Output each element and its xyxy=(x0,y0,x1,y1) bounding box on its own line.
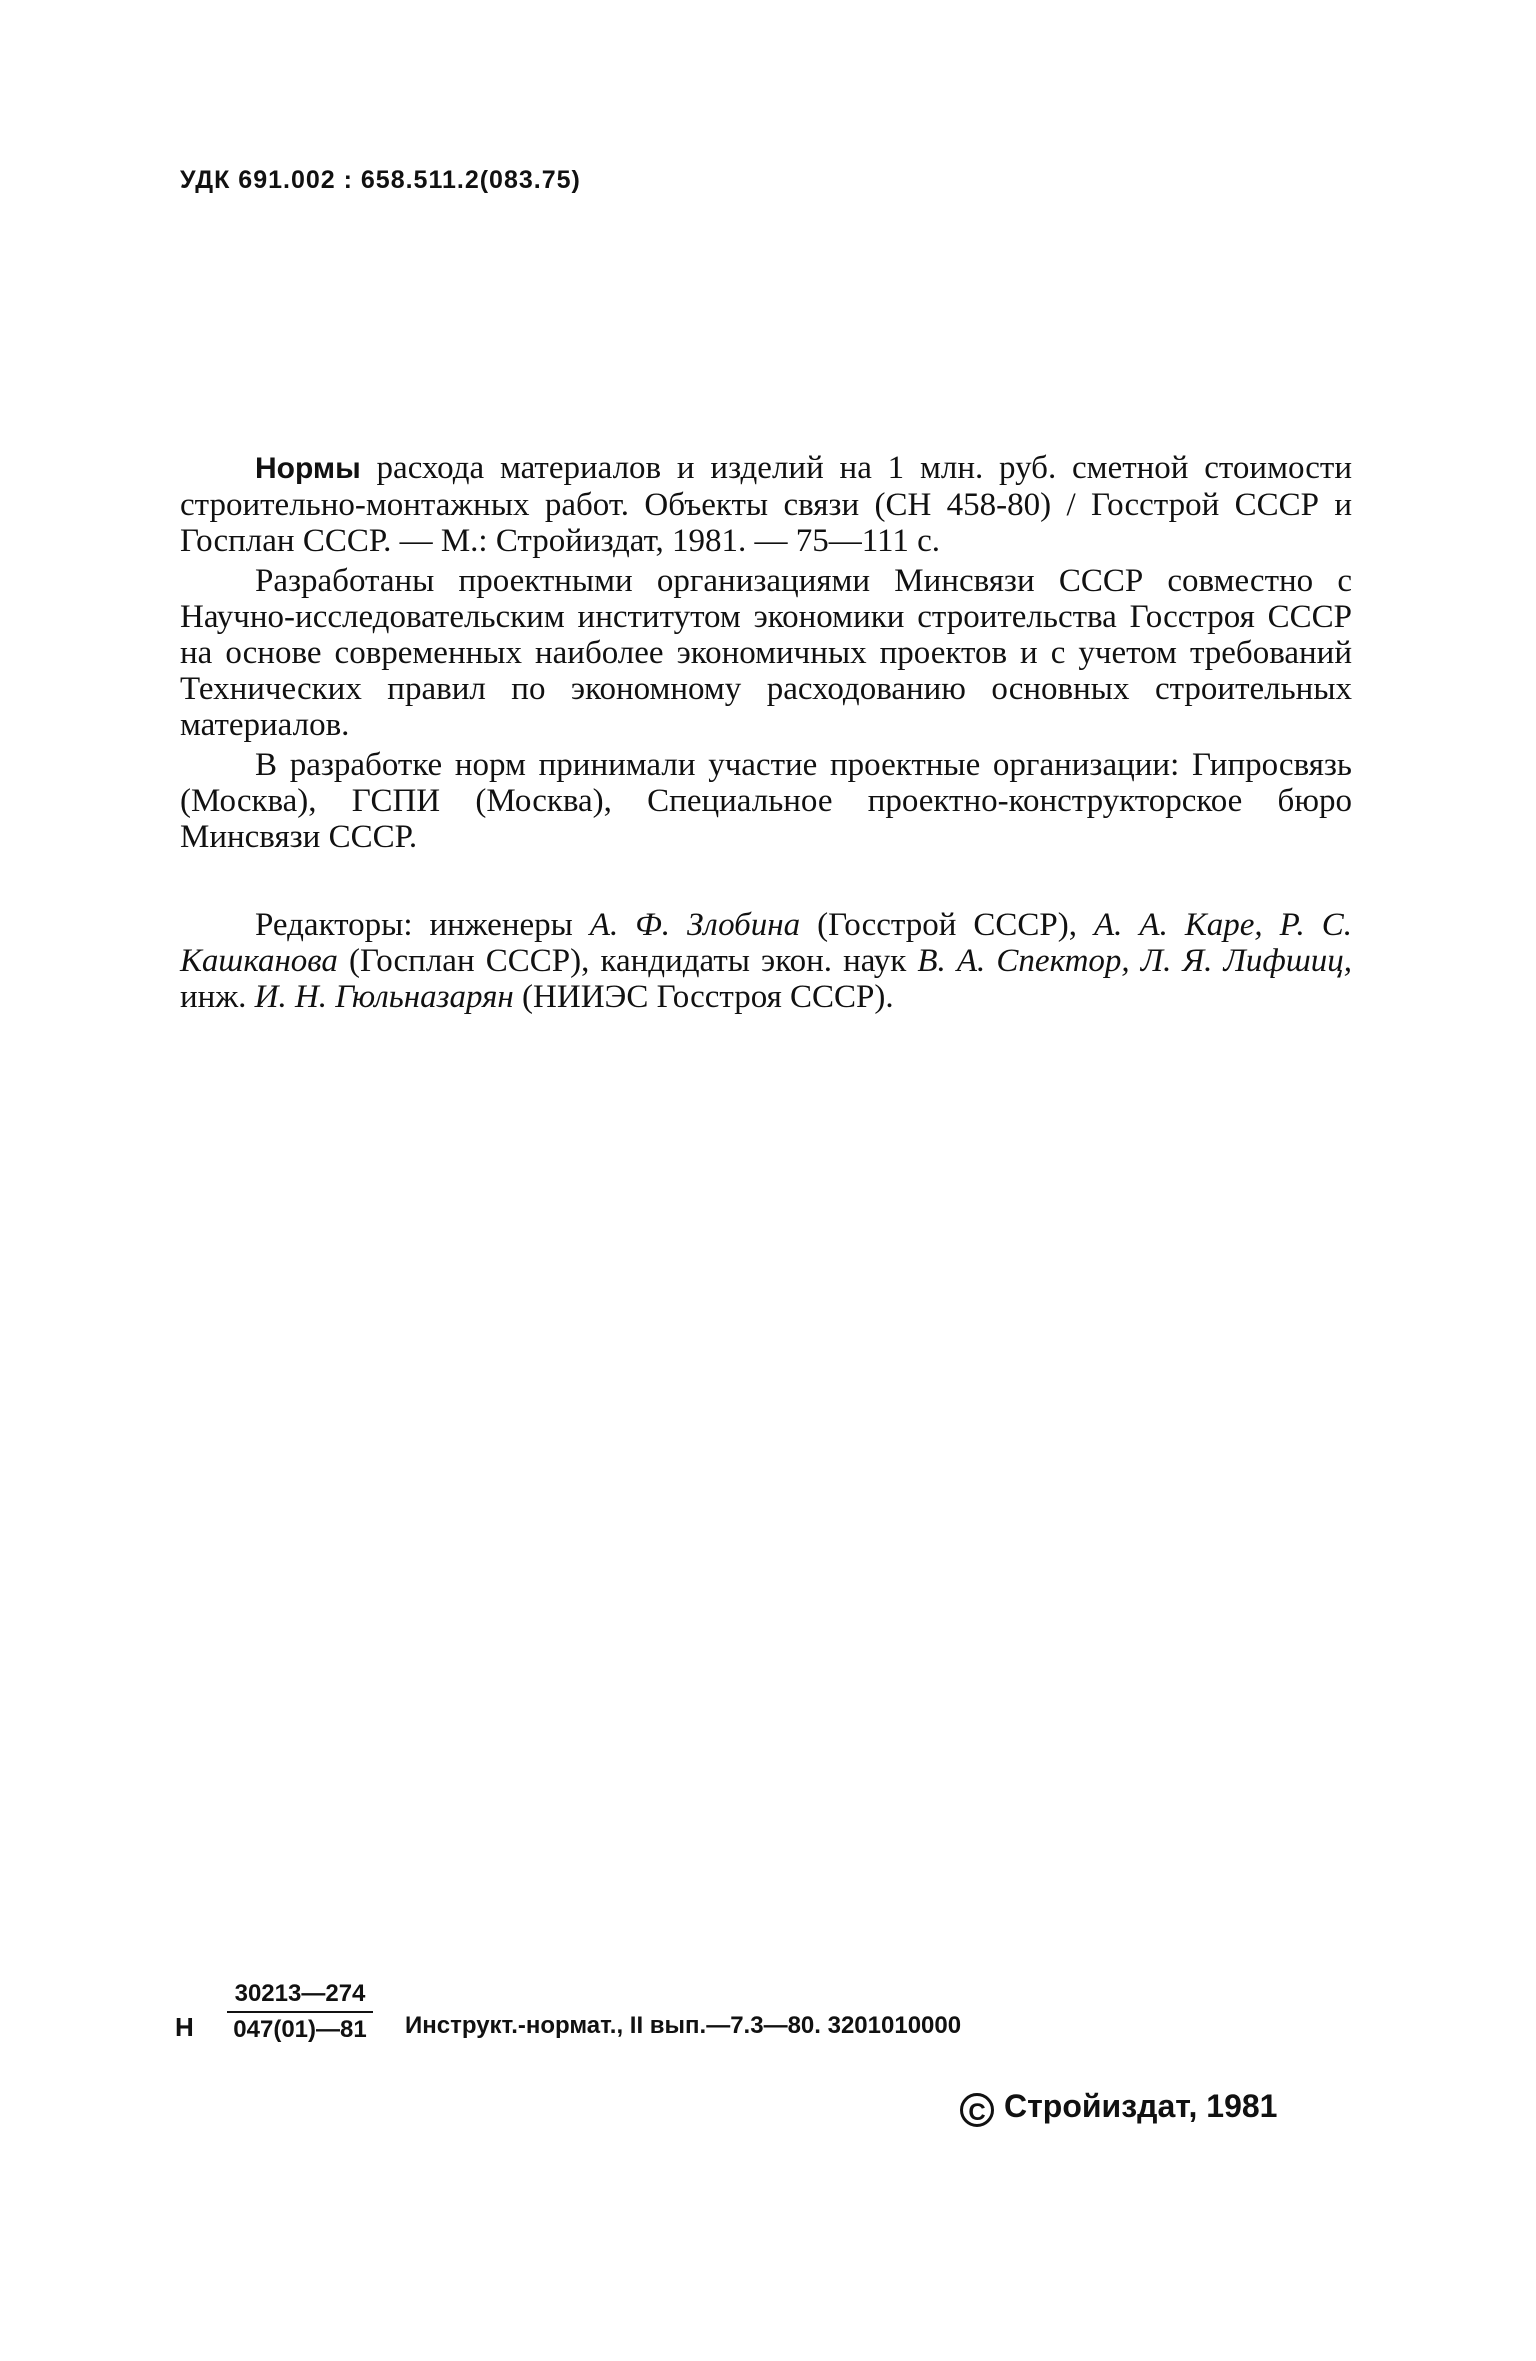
editor-name-2: А. А. Каре, Р. С. Кашканова xyxy=(180,907,1352,979)
editor-name-1: А. Ф. Злобина xyxy=(589,907,801,943)
copyright-line xyxy=(960,2088,1277,2127)
udk-code: УДК 691.002 : 658.511.2(083.75) xyxy=(180,166,581,194)
editors-text-5: (НИИЭС Госстроя СССР). xyxy=(513,979,894,1015)
editors-text-2: (Госстрой СССР), xyxy=(800,907,1095,943)
participants-paragraph: В разработке норм принимали участие проектные организации: Гипросвязь (Москва), ГСПИ (Москва), Специальное проектно-конструкторское бюро Минсвязи СССР. xyxy=(180,747,1352,855)
title-lead: Нормы xyxy=(255,452,361,485)
publication-code xyxy=(175,1980,1355,2080)
editor-name-3: В. А. Спектор, Л. Я. Лифшиц, xyxy=(917,943,1352,979)
editors-paragraph xyxy=(180,907,1352,1015)
code-info: Инструкт.-нормат., II вып.—7.3—80. 3201010000 xyxy=(405,2012,962,2039)
editors-text-4: инж. xyxy=(180,979,255,1015)
document-body xyxy=(180,450,1352,1015)
editors-text-1: Редакторы: инженеры xyxy=(255,907,590,943)
bibliographic-text: расхода материалов и изделий на 1 млн. руб. сметной стоимости строительно-монтажных работ. Объекты связи (СН 458-80) / Госстрой СССР и Госплан СССР. — М.: Стройиздат, 1981. — 75—111 с. xyxy=(180,450,1352,559)
code-letter: Н xyxy=(175,2012,194,2042)
copyright-icon: C xyxy=(960,2093,994,2127)
code-fraction xyxy=(225,1980,375,2044)
developed-paragraph: Разработаны проектными организациями Минсвязи СССР совместно с Научно-исследовательским институтом экономики строительства Госстроя СССР на основе современных наиболее экономичных проектов и с учетом требований Технических правил по экономному расходованию основных строительных материалов. xyxy=(180,563,1352,743)
code-denominator: 047(01)—81 xyxy=(233,2016,367,2043)
code-numerator: 30213—274 xyxy=(234,1980,366,2007)
editor-name-4: И. Н. Гюльназарян xyxy=(254,979,514,1015)
copyright-text: Стройиздат, 1981 xyxy=(1004,2088,1278,2124)
bibliographic-record xyxy=(180,450,1352,559)
editors-text-3: (Госплан СССР), кандидаты экон. наук xyxy=(337,943,918,979)
